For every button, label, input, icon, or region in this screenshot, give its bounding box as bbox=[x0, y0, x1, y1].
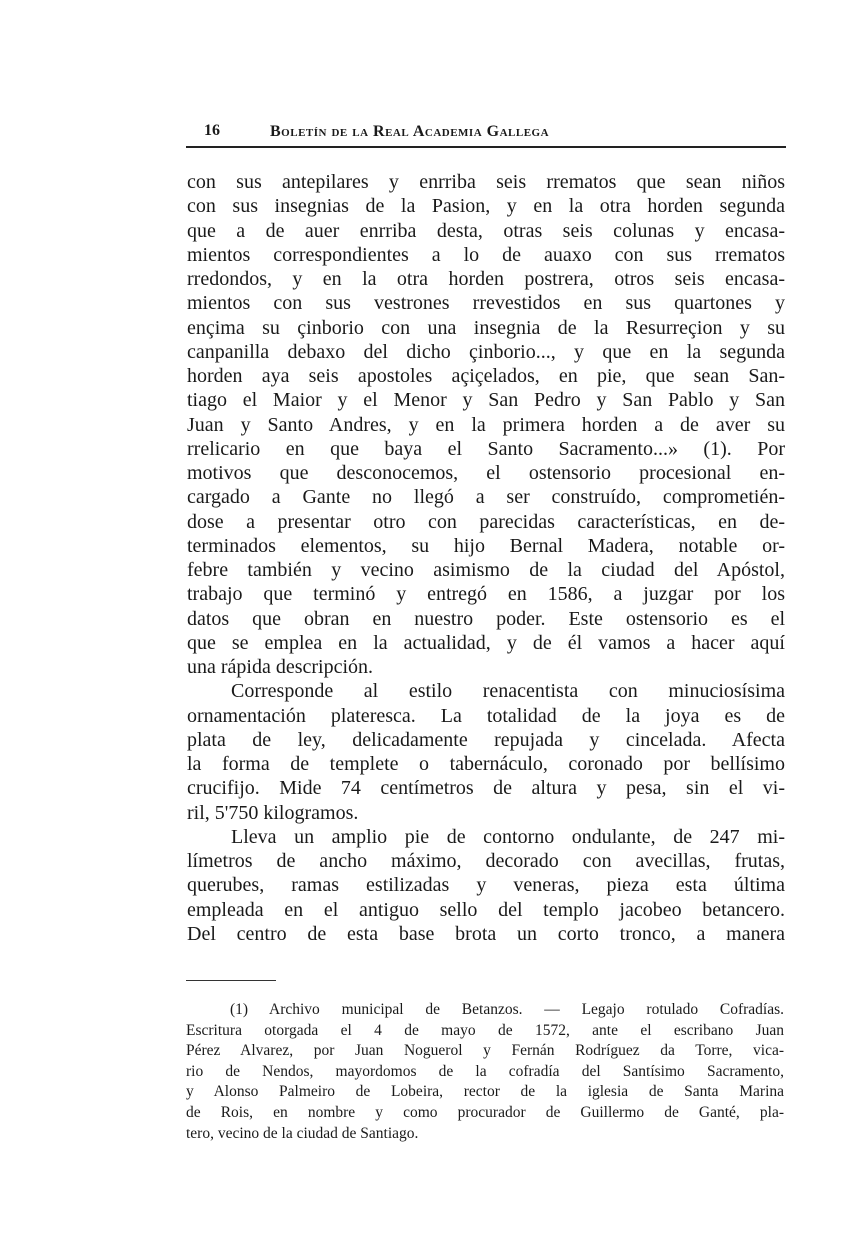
text-line: dose a presentar otro con parecidas características, en de- bbox=[187, 510, 785, 533]
text-line: Del centro de esta base brota un corto tronco, a manera bbox=[187, 922, 785, 945]
text-line: mientos con sus vestrones rrevestidos en sus quartones y bbox=[187, 292, 785, 315]
text-line: una rápida descripción. bbox=[187, 656, 374, 678]
header-rule bbox=[186, 146, 786, 148]
text-line: plata de ley, delicadamente repujada y cincelada. Afecta bbox=[187, 728, 785, 751]
text-line: motivos que desconocemos, el ostensorio procesional en- bbox=[187, 462, 785, 484]
body-text bbox=[187, 170, 785, 946]
footnote-rule bbox=[186, 980, 276, 981]
text-line: ril, 5'750 kilogramos. bbox=[187, 801, 359, 824]
footnote-line: (1) Archivo municipal de Betanzos. — Legajo rotulado Cofradías. bbox=[230, 1001, 784, 1018]
text-line: rrelicario en que baya el Santo Sacramento...» (1). Por bbox=[187, 437, 785, 460]
text-line: terminados elementos, su hijo Bernal Madera, notable or- bbox=[187, 534, 785, 557]
footnote-line: rio de Nendos, mayordomos de la cofradía del Santísimo Sacramento, bbox=[186, 1062, 784, 1080]
text-line: querubes, ramas estilizadas y veneras, pieza esta última bbox=[187, 874, 785, 897]
footnote-line: Pérez Alvarez, por Juan Noguerol y Fernán Rodríguez da Torre, vica- bbox=[186, 1042, 784, 1060]
text-line: Lleva un amplio pie de contorno ondulante, de 247 mi- bbox=[231, 825, 785, 848]
text-line: que a de auer enrriba desta, otras seis colunas y encasa- bbox=[187, 219, 785, 242]
text-line: horden aya seis apostoles açiçelados, en pie, que sean San- bbox=[187, 365, 785, 387]
text-line: límetros de ancho máximo, decorado con avecillas, frutas, bbox=[187, 850, 785, 872]
text-line: Juan y Santo Andres, y en la primera horden a de aver su bbox=[187, 413, 785, 436]
text-line: Corresponde al estilo renacentista con minuciosísima bbox=[231, 680, 785, 703]
footnote-line: Escritura otorgada el 4 de mayo de 1572, ante el escribano Juan bbox=[186, 1021, 784, 1039]
footnotes bbox=[186, 1000, 784, 1144]
text-line: con sus insegnias de la Pasion, y en la otra horden segunda bbox=[187, 195, 785, 218]
text-line: mientos correspondientes a lo de auaxo con sus rrematos bbox=[187, 243, 785, 266]
running-header bbox=[186, 122, 786, 144]
footnote-line: tero, vecino de la ciudad de Santiago. bbox=[186, 1124, 419, 1142]
text-line: rredondos, y en la otra horden postrera, otros seis encasa- bbox=[187, 268, 785, 290]
text-line: cargado a Gante no llegó a ser construído, comprometién- bbox=[187, 486, 785, 509]
text-line: con sus antepilares y enrriba seis rrematos que sean niños bbox=[187, 171, 785, 193]
text-line: ençima su çinborio con una insegnia de la Resurreçion y su bbox=[187, 316, 785, 339]
text-line: crucifijo. Mide 74 centímetros de altura y pesa, sin el vi- bbox=[187, 777, 785, 800]
text-line: empleada en el antiguo sello del templo jacobeo betancero. bbox=[187, 898, 785, 921]
footnote-line: y Alonso Palmeiro de Lobeira, rector de la iglesia de Santa Marina bbox=[186, 1083, 784, 1101]
text-line: tiago el Maior y el Menor y San Pedro y San Pablo y San bbox=[187, 389, 785, 412]
text-line: ornamentación plateresca. La totalidad de la joya es de bbox=[187, 704, 785, 727]
text-line: canpanilla debaxo del dicho çinborio..., y que en la segunda bbox=[187, 340, 785, 363]
running-head-title: Boletín de la Real Academia Gallega bbox=[270, 123, 550, 140]
text-line: datos que obran en nuestro poder. Este ostensorio es el bbox=[187, 607, 785, 630]
text-line: trabajo que terminó y entregó en 1586, a juzgar por los bbox=[187, 583, 785, 606]
text-line: que se emplea en la actualidad, y de él vamos a hacer aquí bbox=[187, 631, 785, 654]
page-number: 16 bbox=[204, 122, 220, 139]
footnote-line: de Rois, en nombre y como procurador de Guillermo de Ganté, pla- bbox=[186, 1103, 784, 1121]
text-line: la forma de templete o tabernáculo, coronado por bellísimo bbox=[187, 753, 785, 775]
text-line: febre también y vecino asimismo de la ciudad del Apóstol, bbox=[187, 559, 785, 581]
